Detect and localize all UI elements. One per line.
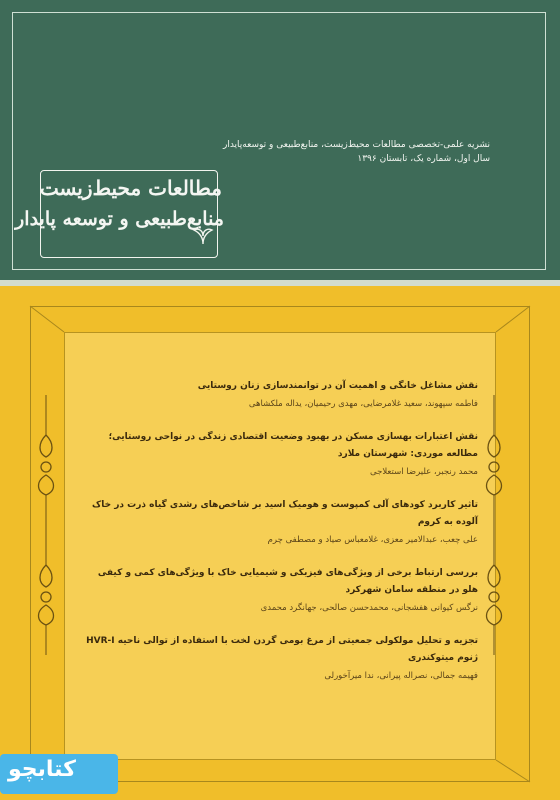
journal-title-line2: منابع‌طبیعی و توسعه پایدار	[15, 208, 224, 230]
list-item	[82, 429, 478, 480]
issue-info: سال اول، شماره یک، تابستان ۱۳۹۶	[357, 154, 490, 164]
journal-title-line1: مطالعات محیط‌زیست	[39, 176, 222, 200]
right-ornament-icon	[482, 395, 506, 655]
article-title: بررسی ارتباط برخی از ویژگی‌های فیزیکی و شیمیایی خاک با ویژگی‌های کمی و کیفی هلو در منطقه سامان شهرکرد	[97, 568, 478, 595]
article-authors: فاطمه سپهوند، سعید غلامرضایی، مهدی رحیمیان، یداله ملکشاهی	[248, 399, 478, 409]
list-item	[82, 378, 478, 412]
article-authors: فهیمه جمالی، نصراله پیرانی، ندا میرآخورلی	[324, 671, 478, 681]
list-item	[82, 633, 478, 684]
article-title: تجزیه و تحلیل مولکولی جمعیتی از مرغ بومی گردن لخت با استفاده از توالی ناحیه HVR-I ژنوم میتوکندری	[86, 636, 478, 663]
list-item	[82, 565, 478, 616]
journal-type: نشریه علمی-تخصصی مطالعات محیط‌زیست، منابع‌طبیعی و توسعه‌پایدار	[222, 140, 490, 150]
watermark-text: کتابچو	[8, 757, 76, 782]
article-title: نقش مشاغل خانگی و اهمیت آن در توانمندسازی زنان روستایی	[197, 381, 478, 391]
article-authors: علی چعب، عبدالامیر معزی، غلامعباس صیاد و مصطفی چرم	[267, 535, 478, 545]
watermark-logo	[0, 754, 118, 794]
article-authors: نرگس کیوانی هفشجانی، محمدحسن صالحی، جهانگرد محمدی	[260, 603, 478, 613]
article-title: تاثیر کاربرد کودهای آلی کمپوست و هومیک اسید بر شاخص‌های رشدی گیاه ذرت در خاک آلوده به کروم	[92, 500, 478, 527]
article-list	[82, 378, 478, 701]
list-item	[82, 497, 478, 548]
article-title: نقش اعتبارات بهسازی مسکن در بهبود وضعیت اقتصادی زندگی در نواحی روستایی؛ مطالعه موردی: شهرستان ملارد	[108, 432, 478, 459]
left-ornament-icon	[34, 395, 58, 655]
article-authors: محمد رنجبر، علیرضا استعلاجی	[370, 467, 478, 477]
